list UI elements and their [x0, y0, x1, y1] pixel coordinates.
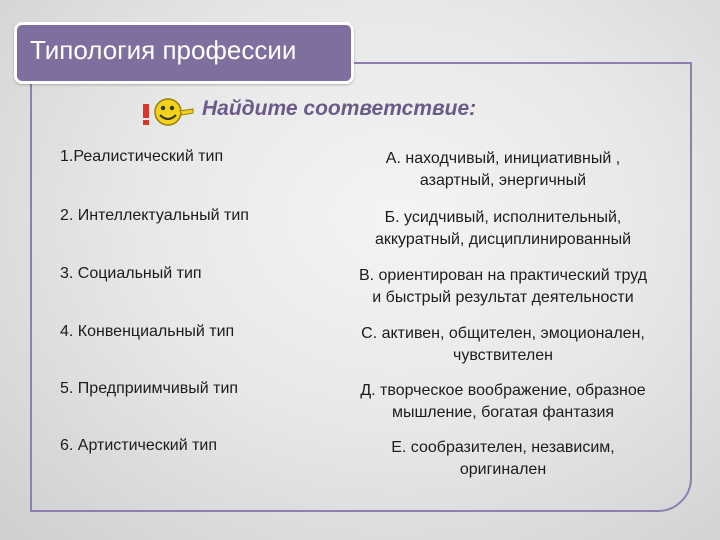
description-line: чувствителен	[452, 347, 553, 364]
description-line: С. активен, общителен, эмоционален,	[361, 325, 645, 342]
description-line: и быстрый результат деятельности	[372, 289, 634, 306]
description-line: оригинален	[459, 461, 547, 478]
description-item	[316, 380, 690, 424]
description-line: В. ориентирован на практический труд	[358, 267, 648, 284]
description-item	[316, 265, 690, 309]
description-item	[316, 207, 690, 251]
description-item	[316, 437, 690, 481]
type-item: 5. Предприимчивый тип	[60, 380, 239, 397]
description-line: А. находчивый, инициативный ,	[385, 150, 621, 167]
type-item: 1.Реалистический тип	[60, 148, 224, 165]
subtitle: Найдите соответствие:	[202, 97, 477, 120]
description-line: аккуратный, дисциплинированный	[374, 231, 632, 248]
description-line: мышление, богатая фантазия	[391, 404, 615, 421]
description-line: Е. сообразителен, независим,	[391, 439, 615, 456]
description-line: Д. творческое воображение, образное	[360, 382, 646, 399]
description-item	[316, 148, 690, 192]
type-item: 6. Артистический тип	[60, 437, 218, 454]
type-item: 4. Конвенциальный тип	[60, 323, 235, 340]
slide-title: Типология профессии	[30, 35, 297, 65]
smiley-pointing-icon	[140, 95, 196, 129]
description-line: Б. усидчивый, исполнительный,	[384, 209, 622, 226]
type-item: 2. Интеллектуальный тип	[60, 207, 249, 224]
type-item: 3. Социальный тип	[60, 265, 202, 282]
description-item	[316, 323, 690, 367]
description-line: азартный, энергичный	[419, 172, 587, 189]
